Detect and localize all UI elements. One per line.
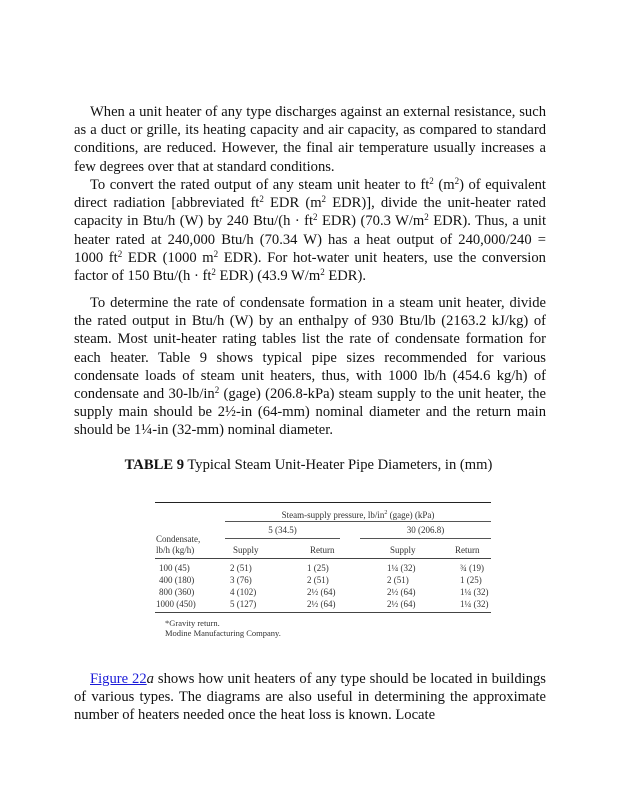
table-cell: 2 (51): [230, 563, 252, 573]
table-cell: 1000 (450): [156, 599, 196, 609]
table-cell: 2½ (64): [387, 587, 416, 597]
text-run: EDR) (43.9 W/m: [215, 268, 321, 285]
superscript: 2: [424, 212, 429, 223]
table-cell: 2½ (64): [387, 599, 416, 609]
superscript: 2: [384, 510, 388, 516]
superscript: 2: [454, 176, 460, 186]
table-cell: 2 (51): [307, 575, 329, 585]
superscript: 2: [117, 248, 123, 259]
group-header: [225, 508, 491, 520]
table-cell: 2 (51): [387, 575, 409, 585]
figure-22-link[interactable]: [90, 671, 147, 687]
table-cell: ¾ (19): [460, 563, 484, 573]
table-cell: 5 (127): [230, 599, 257, 609]
text-run: EDR). Thus, a unit heater rated at 240,000 Btu/h (70.34 W) has a heat output of 240,000/240 = 1000 ft: [74, 213, 547, 266]
pipe-diameter-table: [155, 500, 491, 640]
pressure-header-2: 30 (206.8): [406, 525, 445, 535]
table-cell: 1¼ (32): [460, 599, 489, 609]
text-run: EDR (1000 m: [122, 249, 214, 266]
table-top-rule: [155, 502, 491, 503]
paragraph-text: When a unit heater of any type discharges against an external resistance, such as a duct or grille, its heating capacity and air capacity, as compared to standard conditions, are reduced. However, the final air temperature usually increases a few degrees over that at standard conditions.: [74, 104, 546, 175]
table-cell: 1 (25): [460, 575, 482, 585]
footnote-gravity-return: *Gravity return.: [165, 618, 220, 628]
pressure-rule-1: [225, 538, 340, 539]
link-text: Figure 22: [90, 671, 147, 687]
row-header-line-2: lb/h (kg/h): [156, 545, 195, 555]
table-cell: 800 (360): [159, 587, 195, 597]
table-cell: 2½ (64): [307, 599, 336, 609]
superscript: 2: [321, 194, 327, 205]
text-run: EDR).: [324, 268, 367, 285]
paragraph-unit-heater-resistance: [74, 103, 546, 176]
table-footnotes: [165, 618, 281, 638]
group-header-text: (gage) (kPa): [387, 510, 435, 520]
text-run: EDR). For hot-water unit heaters, use the conversion factor of 150 Btu/(h · ft: [74, 249, 546, 285]
superscript: 2: [313, 212, 318, 223]
column-header-supply-1: Supply: [233, 545, 259, 555]
superscript: 2: [214, 385, 220, 396]
text-run: EDR) (70.3 W/m: [317, 213, 425, 230]
paragraph-heater-location: [74, 670, 546, 725]
group-header-rule: [225, 521, 491, 522]
table-cell: 1¼ (32): [460, 587, 489, 597]
text-run: shows how unit heaters of any type should be located in buildings of various types. The diagrams are also useful in determining the approximate number of heaters needed once the heat loss is known. Locate: [74, 671, 546, 724]
text-run: EDR)], divide the unit-heater rated capacity in Btu/h (W) by 240 Btu/(h · ft: [74, 195, 546, 230]
table-header-rule: [155, 558, 491, 559]
paragraph-condensate-rate: [74, 294, 546, 440]
table-caption-label: TABLE 9: [124, 457, 184, 473]
text-run: To convert the rated output of any steam unit heater to ft: [90, 177, 430, 193]
superscript: 2: [429, 176, 434, 186]
footnote-source: Modine Manufacturing Company.: [165, 628, 281, 638]
text-run: EDR (m: [263, 195, 322, 212]
table-cell: 1¼ (32): [387, 563, 416, 573]
table-bottom-rule: [155, 612, 491, 613]
column-header-return-2: Return: [455, 545, 480, 555]
superscript: 2: [259, 194, 264, 205]
column-header-supply-2: Supply: [390, 545, 416, 555]
row-header-line-1: Condensate,: [156, 534, 201, 544]
pressure-header-1: 5 (34.5): [268, 525, 297, 535]
superscript: 2: [213, 248, 219, 259]
group-header-text: Steam-supply pressure, lb/in: [281, 510, 385, 520]
text-run: To determine the rate of condensate formation in a steam unit heater, divide the rated output in Btu/h (W) by an enthalpy of 930 Btu/lb (2163.2 kJ/kg) of steam. Most unit-heater rating tables list the rate of condensate formation for each heater. Table 9 shows typical pipe sizes recommended for various condensate loads of steam unit heaters, thus, with 1000 lb/h (454.6 kg/h) of condensate and 30-lb/in: [74, 295, 546, 403]
paragraph-edr-conversion: [74, 176, 546, 285]
text-run: ) of equivalent direct radiation [abbreviated ft: [74, 177, 546, 212]
table-caption: [0, 457, 617, 474]
figure-part-letter: a: [146, 671, 154, 687]
table-cell: 3 (76): [230, 575, 252, 585]
text-run: (m: [433, 177, 455, 193]
column-header-return-1: Return: [310, 545, 335, 555]
text-run: (gage) (206.8-kPa) steam supply to the unit heater, the supply main should be 2½-in (64-mm) nominal diameter and the return main should be 1¼-in (32-mm) nominal diameter.: [74, 386, 546, 439]
table-cell: 1 (25): [307, 563, 329, 573]
table-cell: 400 (180): [159, 575, 195, 585]
table-cell: 100 (45): [159, 563, 190, 573]
superscript: 2: [320, 267, 325, 278]
table-cell: 4 (102): [230, 587, 257, 597]
superscript: 2: [211, 267, 216, 278]
table-caption-text: Typical Steam Unit-Heater Pipe Diameters, in (mm): [184, 457, 493, 473]
table-cell: 2½ (64): [307, 587, 336, 597]
pressure-rule-2: [360, 538, 491, 539]
